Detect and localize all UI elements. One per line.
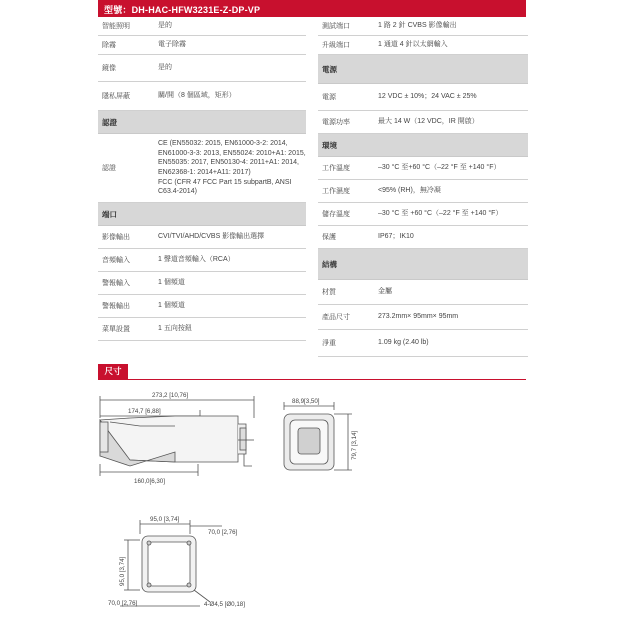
spec-value-line: 1 通道 4 針以太網輸入 [378, 41, 448, 49]
spec-key: 隱私屏蔽 [102, 93, 130, 100]
spec-row [318, 84, 528, 111]
spec-value-line: EN61000-3-3: 2013, EN55024: 2010+A1: 2015, [158, 149, 306, 157]
spec-value-line: 1.09 kg (2.40 lb) [378, 339, 429, 347]
spec-value-line: 是的 [158, 64, 172, 72]
spec-value-line: 關/開（8 個區域，矩形） [158, 92, 236, 100]
base-holes-label: 4-Ø4,5 [Ø0,18] [204, 601, 245, 608]
spec-value-line: CE (EN55032: 2015, EN61000-3-2: 2014, [158, 140, 288, 148]
spec-value-line: 1 路 2 針 CVBS 影像輸出 [378, 22, 457, 30]
spec-key: 認證 [102, 165, 116, 172]
spec-key: 電源 [322, 94, 336, 101]
spec-value [378, 338, 528, 348]
spec-value-line: 1 個頻道 [158, 279, 185, 287]
spec-value [378, 186, 528, 196]
spec-row [98, 295, 306, 318]
spec-key: 智能照明 [102, 23, 130, 30]
dimensions-title: 尺寸 [98, 364, 128, 379]
spec-row [318, 17, 528, 36]
spec-value [378, 287, 528, 297]
spec-row [318, 36, 528, 55]
spec-value [158, 139, 306, 197]
spec-key: 保護 [322, 234, 336, 241]
spec-value-line: 273.2mm× 95mm× 95mm [378, 313, 459, 321]
spec-value [378, 40, 528, 50]
spec-value-line: 電子除霧 [158, 41, 186, 49]
spec-value-line: 金屬 [378, 288, 392, 296]
model-title: 型號：DH-HAC-HFW3231E-Z-DP-VP [104, 5, 261, 15]
spec-value [158, 21, 306, 31]
spec-key: 鏡像 [102, 65, 116, 72]
spec-key: 菜單設置 [102, 326, 130, 333]
spec-value [378, 163, 528, 173]
spec-row [318, 111, 528, 134]
spec-row [98, 272, 306, 295]
spec-key: 警報輸入 [102, 280, 130, 287]
spec-row [98, 249, 306, 272]
section-header: 電源 [318, 55, 528, 84]
side-overall-label: 273,2 [10,76] [152, 392, 189, 399]
spec-value [378, 312, 528, 322]
spec-value-line: –30 °C 至 +60 °C（–22 °F 至 +140 °F） [378, 210, 503, 218]
spec-value-line: EN55035: 2017, EN50130-4: 2011+A1: 2014, [158, 159, 299, 167]
spec-value [158, 301, 306, 311]
spec-value [158, 232, 306, 242]
spec-value-line: <95% (RH)，無冷凝 [378, 187, 441, 195]
spec-row [318, 226, 528, 249]
spec-value-line: –30 °C 至+60 °C（–22 °F 至 +140 °F） [378, 164, 501, 172]
spec-value [158, 40, 306, 50]
spec-row [318, 305, 528, 330]
side-view-drawing [100, 396, 254, 476]
side-bottom-label: 160,0[6,30] [134, 478, 165, 485]
spec-key: 升級端口 [322, 42, 350, 49]
spec-key: 除霧 [102, 42, 116, 49]
spec-key: 音頻輸入 [102, 257, 130, 264]
spec-row [318, 280, 528, 305]
spec-key: 儲存溫度 [322, 211, 350, 218]
base-view-drawing [120, 520, 222, 606]
spec-value-line: 最大 14 W（12 VDC，IR 開啟） [378, 118, 479, 126]
spec-row [318, 203, 528, 226]
front-width-label: 88,9[3,50] [292, 398, 320, 405]
base-height-label: 95,0 [3,74] [119, 556, 126, 586]
spec-value-line: EN62368-1: 2014+A11: 2017) [158, 169, 251, 176]
spec-value [158, 278, 306, 288]
spec-value-line: 1 個頻道 [158, 302, 185, 310]
spec-value [158, 91, 306, 101]
spec-value [378, 209, 528, 219]
spec-row [98, 134, 306, 203]
spec-table-right [318, 17, 528, 357]
spec-row [98, 55, 306, 82]
spec-row [98, 17, 306, 36]
spec-row [318, 330, 528, 357]
spec-row [98, 36, 306, 55]
spec-row [98, 82, 306, 111]
base-width-label: 95,0 [3,74] [150, 516, 180, 523]
spec-key: 警報輸出 [102, 303, 130, 310]
spec-key: 電源功率 [322, 119, 350, 126]
spec-key: 影像輸出 [102, 234, 130, 241]
spec-key: 材質 [322, 289, 336, 296]
spec-key: 工作濕度 [322, 188, 350, 195]
spec-value-line: 12 VDC ± 10%；24 VAC ± 25% [378, 93, 477, 101]
spec-table-left [98, 17, 306, 341]
spec-value-line: 1 五向按鈕 [158, 325, 192, 333]
spec-value [378, 117, 528, 127]
spec-key: 工作溫度 [322, 165, 350, 172]
spec-row [318, 180, 528, 203]
spec-key: 淨重 [322, 340, 336, 347]
spec-value [378, 21, 528, 31]
spec-value [158, 324, 306, 334]
spec-key: 測試端口 [322, 23, 350, 30]
spec-row [318, 157, 528, 180]
spec-value-line: IP67；IK10 [378, 233, 414, 241]
base-offset-bottom-label: 70,0 [2,76] [108, 600, 138, 607]
spec-value [158, 63, 306, 73]
section-header: 端口 [98, 203, 306, 226]
side-middle-label: 174,7 [6,88] [128, 408, 161, 415]
dimension-drawings [0, 380, 620, 620]
model-header [98, 0, 526, 17]
spec-value-line: FCC (CFR 47 FCC Part 15 subpartB, ANSI [158, 178, 292, 186]
front-height-label: 79,7 [3,14] [351, 430, 358, 460]
spec-value [378, 232, 528, 242]
spec-key: 產品尺寸 [322, 314, 350, 321]
spec-value [158, 255, 306, 265]
spec-value [378, 92, 528, 102]
spec-row [98, 318, 306, 341]
spec-value-line: 1 聲道音頻輸入（RCA） [158, 256, 235, 264]
spec-value-line: CVI/TVI/AHD/CVBS 影像輸出選擇 [158, 233, 265, 241]
section-header: 結構 [318, 249, 528, 280]
base-offset-top-label: 70,0 [2,76] [208, 529, 238, 536]
spec-row [98, 226, 306, 249]
section-header: 環境 [318, 134, 528, 157]
front-view-drawing [284, 402, 352, 470]
spec-value-line: C63.4-2014) [158, 188, 197, 196]
spec-value-line: 是的 [158, 22, 172, 30]
section-header: 認證 [98, 111, 306, 134]
